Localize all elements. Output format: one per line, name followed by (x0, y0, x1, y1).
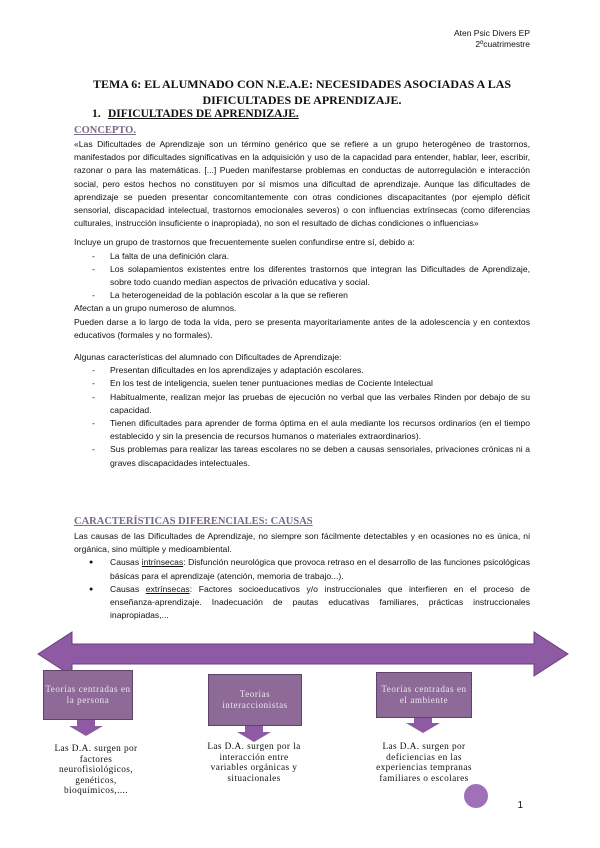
list-item: - Presentan dificultades en los aprendizajes y adaptación escolares. (74, 364, 530, 377)
list-item: - Tienen dificultades para aprender de forma óptima en el aula mediante los recursos ordinarios (en el tiempo establecido y sin la presencia de recursos humanos o materiales extraordinarios). (74, 417, 530, 443)
header-term: 2ºcuatrimestre (475, 39, 530, 49)
causa-term: intrínsecas (141, 557, 184, 568)
afectan-line: Afectan a un grupo numeroso de alumnos. (74, 303, 237, 314)
down-arrow-icon (69, 719, 103, 736)
list-item: - Los solapamientos existentes entre los diferentes trastornos que integran las Dificultades de Aprendizaje, sobre todo cuando median aspectos de privación educativa y social. (74, 263, 530, 289)
pueden-paragraph: Pueden darse a lo largo de toda la vida, pero se presenta mayoritariamente antes de la adolescencia y en contextos educativos (formales y no formales). (74, 316, 530, 340)
down-arrow-icon (237, 726, 271, 742)
causas-intro: Las causas de las Dificultades de Aprendizaje, no siempre son fácilmente detectables y en ocasiones no es única, ni orgánica, sino múltiple y medioambiental. (74, 531, 530, 555)
caption-interaccionistas: Las D.A. surgen por la interacción entre variables orgánicas y situacionales (207, 742, 301, 784)
theory-box-interaccionistas: Teorías interaccionistas (208, 674, 302, 726)
page-title: TEMA 6: EL ALUMNADO CON N.E.A.E: NECESIDADES ASOCIADAS A LAS DIFICULTADES DE APRENDIZAJE. (92, 77, 512, 107)
list-item: - En los test de inteligencia, suelen tener puntuaciones medias de Cociente Intelectual (74, 377, 530, 390)
causa-prefix: Causas (110, 557, 142, 568)
theory-box-ambiente: Teorías centradas en el ambiente (376, 672, 472, 718)
decorative-dot (464, 784, 488, 808)
section-title: DIFICULTADES DE APRENDIZAJE. (108, 108, 299, 120)
caption-persona: Las D.A. surgen por factores neurofisiológicos, genéticos, bioquímicos,.... (54, 744, 138, 797)
caract-intro: Algunas características del alumnado con Dificultades de Aprendizaje: (74, 352, 342, 363)
list-item: - Habitualmente, realizan mejor las pruebas de ejecución no verbal que las verbales Rinden por debajo de su capacidad. (74, 391, 530, 417)
concepto-heading: CONCEPTO. (74, 125, 136, 136)
incluye-intro: Incluye un grupo de trastornos que frecuentemente suelen confundirse entre sí, debido a: (74, 237, 415, 248)
theory-box-persona: Teorías centradas en la persona (43, 670, 133, 720)
causas-heading: CARACTERÍSTICAS DIFERENCIALES: CAUSAS (74, 516, 313, 527)
list-item: - La falta de una definición clara. (74, 250, 530, 263)
section-number: 1. (92, 108, 101, 120)
caption-ambiente: Las D.A. surgen por deficiencias en las experiencias tempranas familiares o escolares (376, 742, 472, 784)
causa-prefix: Causas (110, 583, 146, 594)
list-item: - La heterogeneidad de la población escolar a la que se refieren (74, 289, 530, 302)
page-number: 1 (517, 800, 523, 811)
causa-term: extrínsecas (145, 583, 190, 594)
header-course: Aten Psic Divers EP (453, 28, 530, 38)
causa-text: : Factores socioeducativos y/o instruccionales que interfieren en el proceso de enseñanza-aprendizaje. Inadecuación de pautas educativas familiares, prácticas instruccionales inapropiadas,... (110, 583, 530, 621)
causa-text: : Disfunción neurológica que provoca retraso en el desarrollo de las funciones psicológicas básicas para el aprendizaje (atención, memoria de trabajo...). (110, 557, 531, 581)
down-arrow-icon (406, 717, 440, 733)
definition-paragraph: «Las Dificultades de Aprendizaje son un término genérico que se refiere a un grupo heterogéneo de trastornos, manifestados por dificultades significativas en la adquisición y uso de la capacidad para entender, hablar, leer, escribir, razonar o para las matemáticas. [...] Pueden manifestarse problemas en conductas de autorregulación e interacción social, pero estos hechos no constituyen por sí mismos una dificultad de aprendizaje. Aunque las dificultades de aprendizaje se pueden presentar concomitantemente con otras condiciones discapacitantes (por ejemplo déficit sensorial, discapacidad intelectual, trastornos emocionales severos) o con influencias extrínsecas (como diferencias culturales, instrucción insuficiente o inapropiada), no son el resultado de dichas condiciones o influencias» (74, 139, 530, 229)
list-item: - Sus problemas para realizar las tareas escolares no se deben a causas sensoriales, privaciones crónicas ni a graves discapacidades intelectuales. (74, 443, 530, 469)
